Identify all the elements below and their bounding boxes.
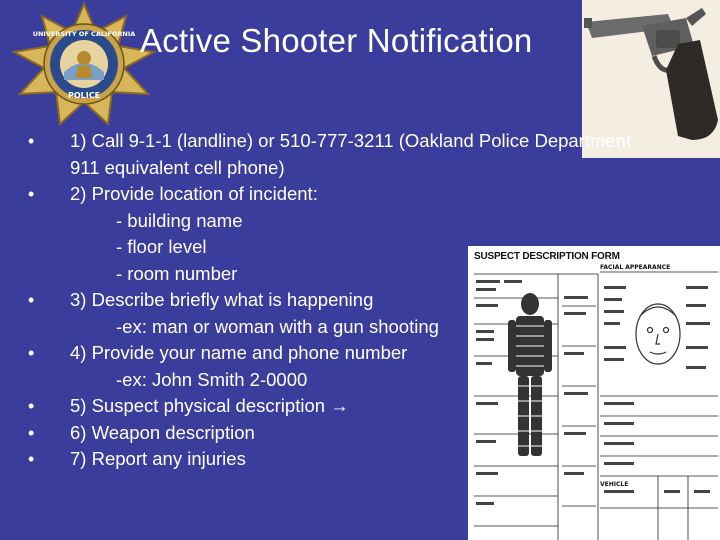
police-badge xyxy=(8,2,160,126)
list-item: • 2) Provide location of incident: xyxy=(28,181,720,208)
list-item: - floor level xyxy=(116,236,207,257)
list-item: • 1) Call 9-1-1 (landline) or 510-777-3211 (Oakland Police Department xyxy=(28,128,720,155)
form-title: SUSPECT DESCRIPTION FORM xyxy=(474,251,620,262)
police-star-badge-icon xyxy=(8,2,160,126)
list-item: • 6) Weapon description xyxy=(28,420,720,447)
list-item: -ex: John Smith 2-0000 xyxy=(116,368,308,390)
list-item: • 3) Describe briefly what is happening xyxy=(28,287,720,314)
list-item: - room number xyxy=(116,262,238,284)
form-lines xyxy=(468,246,720,540)
svg-text:UNIVERSITY OF CALIFORNIA: UNIVERSITY OF CALIFORNIA xyxy=(32,30,136,38)
svg-text:POLICE: POLICE xyxy=(67,91,101,100)
list-item: - building name xyxy=(116,209,243,231)
list-item: -ex: man or woman with a gun shooting xyxy=(116,315,439,337)
list-item: 911 equivalent cell phone) xyxy=(70,156,285,178)
list-item: • 4) Provide your name and phone number xyxy=(28,340,720,367)
suspect-description-form-image xyxy=(468,246,720,540)
slide-title: Active Shooter Notification xyxy=(140,22,533,59)
list-item: • 5) Suspect physical description → xyxy=(28,393,720,420)
form-facial-label: FACIAL APPEARANCE xyxy=(600,264,671,271)
form-vehicle-label: VEHICLE xyxy=(600,481,629,488)
list-item: • 7) Report any injuries xyxy=(28,446,720,473)
